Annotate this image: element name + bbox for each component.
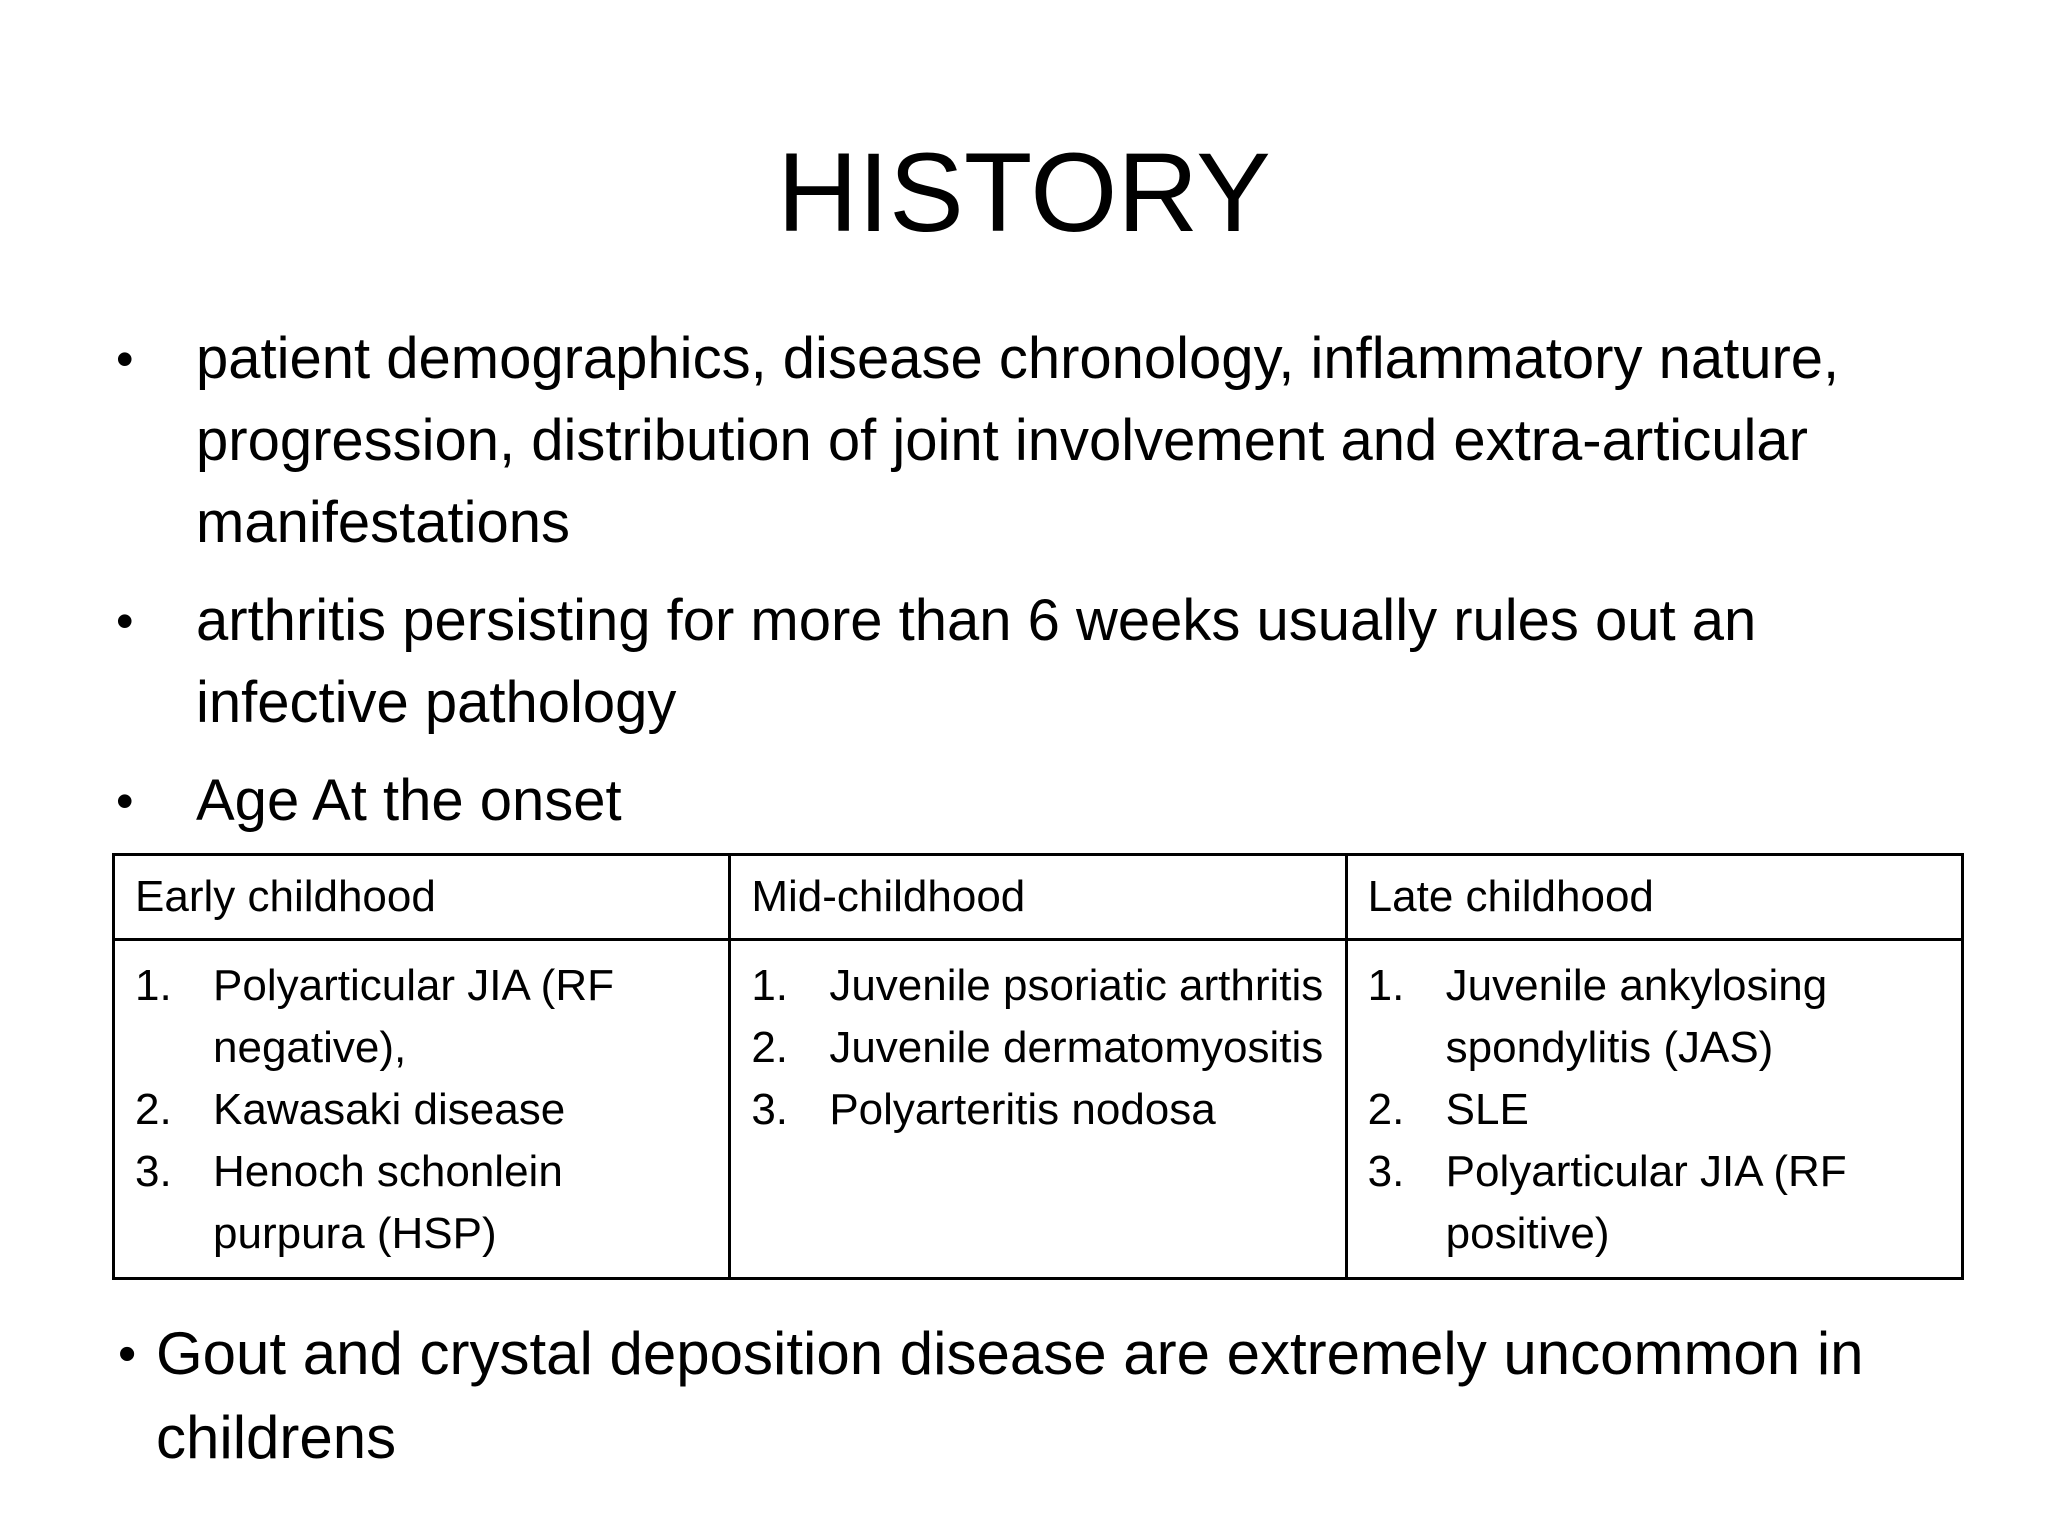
- table-header-cell: Mid-childhood: [730, 855, 1346, 940]
- list-item-text: Juvenile dermatomyositis: [829, 1023, 1324, 1072]
- list-number: 3.: [751, 1085, 789, 1134]
- list-item-text: SLE: [1445, 1085, 1529, 1134]
- table-cell: [1346, 940, 1962, 1279]
- list-number: 1.: [751, 961, 789, 1010]
- bullet-item: [110, 580, 1970, 744]
- list-item-text: Juvenile psoriatic arthritis: [829, 961, 1324, 1010]
- numbered-list: [1368, 955, 1941, 1265]
- list-item-text: Polyarticular JIA (RF positive): [1445, 1147, 1847, 1258]
- table-header-row: [114, 855, 1963, 940]
- list-item-text: Henoch schonlein purpura (HSP): [213, 1147, 563, 1258]
- numbered-list: [135, 955, 708, 1265]
- numbered-list: [751, 955, 1324, 1141]
- list-item-text: Polyarteritis nodosa: [829, 1085, 1216, 1134]
- list-item: [1368, 1141, 1941, 1265]
- bullet-dot-icon: •: [116, 331, 134, 387]
- list-item: [751, 1079, 1324, 1141]
- list-item: [1368, 1079, 1941, 1141]
- list-item-text: Juvenile ankylosing spondylitis (JAS): [1445, 961, 1828, 1072]
- bullet-text: arthritis persisting for more than 6 weeks usually rules out an infective pathology: [196, 588, 1757, 735]
- bullet-list: [110, 318, 1970, 858]
- table-cell: [114, 940, 730, 1279]
- list-number: 2.: [135, 1085, 172, 1134]
- list-item: [751, 955, 1324, 1017]
- table-header-cell: Late childhood: [1346, 855, 1962, 940]
- bullet-dot-icon: •: [118, 1325, 137, 1383]
- list-item-text: Kawasaki disease: [213, 1085, 566, 1134]
- onset-table-wrapper: [112, 853, 1964, 1280]
- list-item: [135, 1079, 708, 1141]
- bullet-text: patient demographics, disease chronology, inflammatory nature, progression, distribution of joint involvement and extra-articular manifestations: [196, 326, 1840, 555]
- list-item: [751, 1017, 1324, 1079]
- list-item: [135, 955, 708, 1079]
- onset-age-table: [112, 853, 1964, 1280]
- bullet-dot-icon: •: [116, 593, 134, 649]
- list-item: [1368, 955, 1941, 1079]
- bullet-dot-icon: •: [116, 773, 134, 829]
- table-row: [114, 940, 1963, 1279]
- list-number: 2.: [751, 1023, 789, 1072]
- slide-title: HISTORY: [777, 130, 1271, 255]
- bullet-item: [110, 318, 1970, 564]
- bullet-item: [110, 760, 1970, 842]
- final-bullet: [114, 1312, 2016, 1480]
- list-item-text: Polyarticular JIA (RF negative),: [213, 961, 614, 1072]
- list-number: 1.: [135, 961, 172, 1010]
- final-bullet-text: Gout and crystal deposition disease are extremely uncommon in childrens: [156, 1320, 1864, 1471]
- list-number: 3.: [1367, 1147, 1405, 1196]
- table-header-cell: Early childhood: [114, 855, 730, 940]
- table-cell: [730, 940, 1346, 1279]
- bullet-text: Age At the onset: [196, 768, 622, 833]
- list-number: 2.: [1367, 1085, 1405, 1134]
- list-number: 1.: [1367, 961, 1405, 1010]
- list-number: 3.: [135, 1147, 172, 1196]
- list-item: [135, 1141, 708, 1265]
